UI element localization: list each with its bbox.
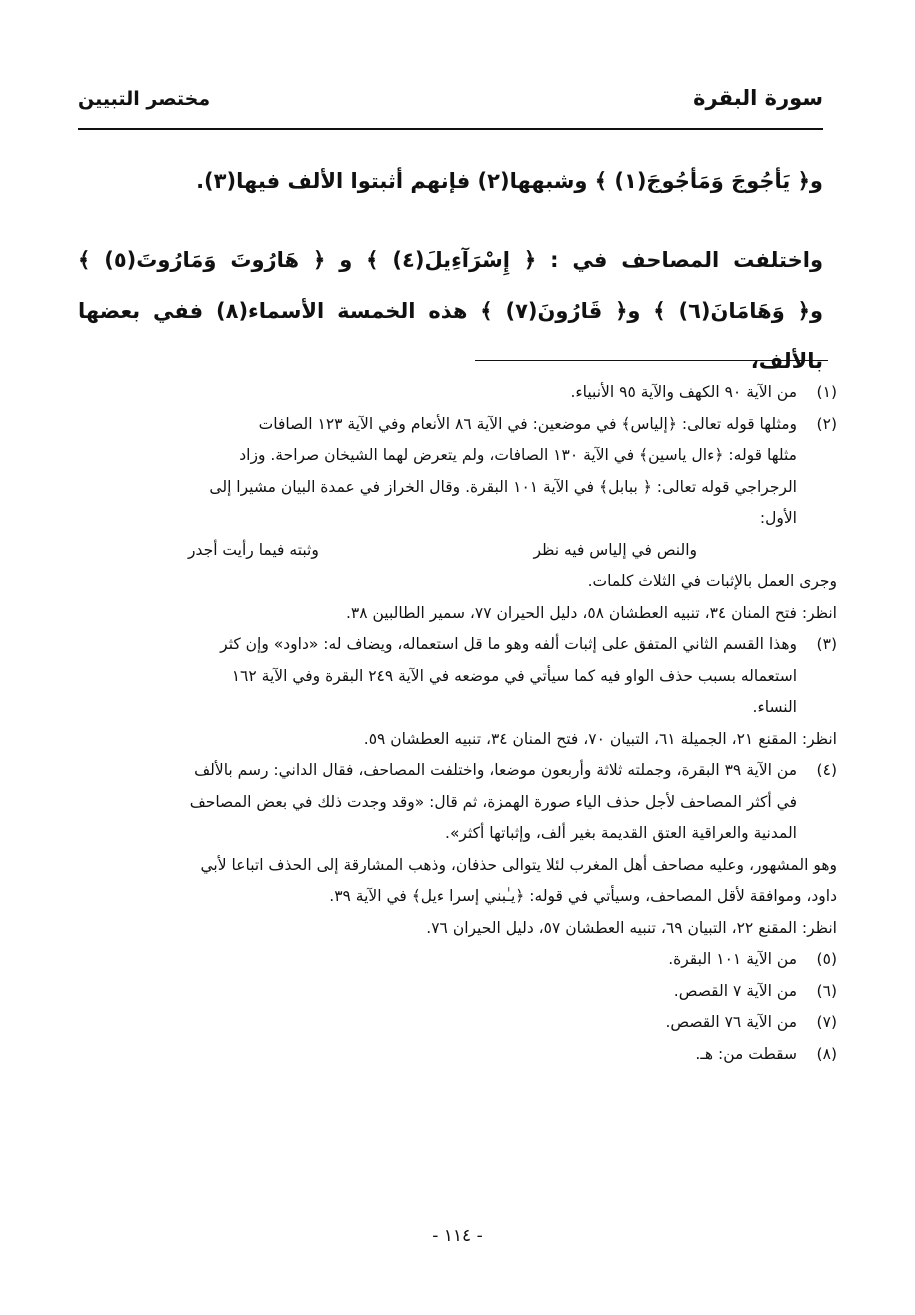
footnote-line: من الآية ٧ القصص. xyxy=(673,981,797,1000)
running-title-book: مختصر التبيين xyxy=(78,88,211,110)
footnote-line: ومثلها قوله تعالى: ﴿إلياس﴾ في موضعين: في الآية ٨٦ الأنعام وفي الآية ١٢٣ الصافات xyxy=(258,414,797,433)
footnote-line: في أكثر المصاحف لأجل حذف الياء صورة الهمزة، ثم قال: «وقد وجدت ذلك في بعض المصاحف xyxy=(189,792,797,811)
footnote-line: مثلها قوله: ﴿ءال ياسين﴾ في الآية ١٣٠ الصافات، ولم يتعرض لهما الشيخان صراحة. وزاد xyxy=(239,446,797,464)
footnote-2 xyxy=(78,409,837,535)
footnote-8 xyxy=(78,1039,837,1071)
footnote-line: من الآية ٧٦ القصص. xyxy=(665,1013,797,1031)
footnote-number: (٨) xyxy=(816,1044,837,1063)
footnote-divider xyxy=(475,360,828,361)
footnote-line: سقطت من: هـ. xyxy=(695,1044,797,1063)
footnote-4 xyxy=(78,755,837,850)
footnote-reference-line: انظر: المقنع ٢٢، التبيان ٦٩، تنبيه العطشان ٥٧، دليل الحيران ٧٦. xyxy=(426,918,837,937)
page-number: - ١١٤ - xyxy=(432,1226,483,1246)
footnote-6 xyxy=(78,976,837,1008)
footnote-line: استعماله بسبب حذف الواو فيه كما سيأتي في موضعه في الآية ٢٤٩ البقرة وفي الآية ١٦٢ xyxy=(231,666,797,685)
footnote-5 xyxy=(78,944,837,976)
verse-first-hemistich: والنص في إلياس فيه نظر xyxy=(533,540,697,559)
footnote-reference-line: انظر: المقنع ٢١، الجميلة ٦١، التبيان ٧٠، فتح المنان ٣٤، تنبيه العطشان ٥٩. xyxy=(363,729,837,748)
footnote-line: النساء. xyxy=(752,698,797,716)
footnote-line: من الآية ١٠١ البقرة. xyxy=(668,950,797,968)
footnote-number: (١) xyxy=(816,383,837,401)
footnote-3 xyxy=(78,629,837,724)
footnote-reference-line: انظر: فتح المنان ٣٤، تنبيه العطشان ٥٨، دليل الحيران ٧٧، سمير الطالبين ٣٨. xyxy=(345,603,837,622)
running-title-surah: سورة البقرة xyxy=(693,86,823,110)
footnote-line: وجرى العمل بالإثبات في الثلاث كلمات. xyxy=(587,572,837,590)
footnote-number: (٧) xyxy=(816,1013,837,1031)
footnote-line: من الآية ٣٩ البقرة، وجملته ثلاثة وأربعون موضعا، واختلفت المصاحف، فقال الداني: رسم بالألف xyxy=(194,761,797,779)
footnote-line: الأول: xyxy=(759,509,797,527)
footnote-line: وهو المشهور، وعليه مصاحف أهل المغرب لئلا يتوالى حذفان، وذهب المشارقة إلى الحذف اتباعا لأبي xyxy=(200,855,837,874)
main-text xyxy=(78,150,824,373)
footnote-number: (٤) xyxy=(816,761,837,779)
footnote-line: وهذا القسم الثاني المتفق على إثبات ألفه وهو ما قل استعماله، ويضاف له: «داود» وإن كثر xyxy=(220,635,797,653)
footnote-7 xyxy=(78,1007,837,1039)
main-line-3: و﴿ وَهَامَانَ(٦) ﴾ و﴿ قَارُونَ(٧) ﴾ هذه الخمسة الأسماء(٨) ففي بعضها بالألف، xyxy=(78,299,824,373)
footnote-number: (٢) xyxy=(816,414,837,433)
footnotes xyxy=(78,377,837,1070)
footnote-line: الرجراجي قوله تعالى: ﴿ ببابل﴾ في الآية ١٠١ البقرة. وقال الخراز في عمدة البيان مشيرا إلى xyxy=(209,477,797,496)
footnote-number: (٥) xyxy=(816,950,837,968)
verse-second-hemistich: وثبته فيما رأيت أجدر xyxy=(188,540,319,559)
main-line-1: و﴿ يَأجُوجَ وَمَأجُوجَ(١) ﴾ وشبهها(٢) فإنهم أثبتوا الألف فيها(٣). xyxy=(196,169,823,193)
footnote-line: داود، وموافقة لأقل المصاحف، وسيأتي في قوله: ﴿يـٰبني إسرا ءيل﴾ في الآية ٣٩. xyxy=(329,887,837,905)
footnote-number: (٦) xyxy=(816,981,837,1000)
header-divider xyxy=(78,128,823,130)
main-line-2: واختلفت المصاحف في : ﴿ إِسْرَآءِيلَ(٤) ﴾ و ﴿ هَارُوتَ وَمَارُوتَ(٥) ﴾ xyxy=(78,248,823,272)
footnote-1 xyxy=(78,377,837,409)
footnote-number: (٣) xyxy=(816,635,837,653)
footnote-line: من الآية ٩٠ الكهف والآية ٩٥ الأنبياء. xyxy=(570,383,797,401)
footnote-line: المدنية والعراقية العتق القديمة بغير ألف، وإثباتها أكثر». xyxy=(445,824,797,842)
poetry-verse xyxy=(78,535,837,567)
